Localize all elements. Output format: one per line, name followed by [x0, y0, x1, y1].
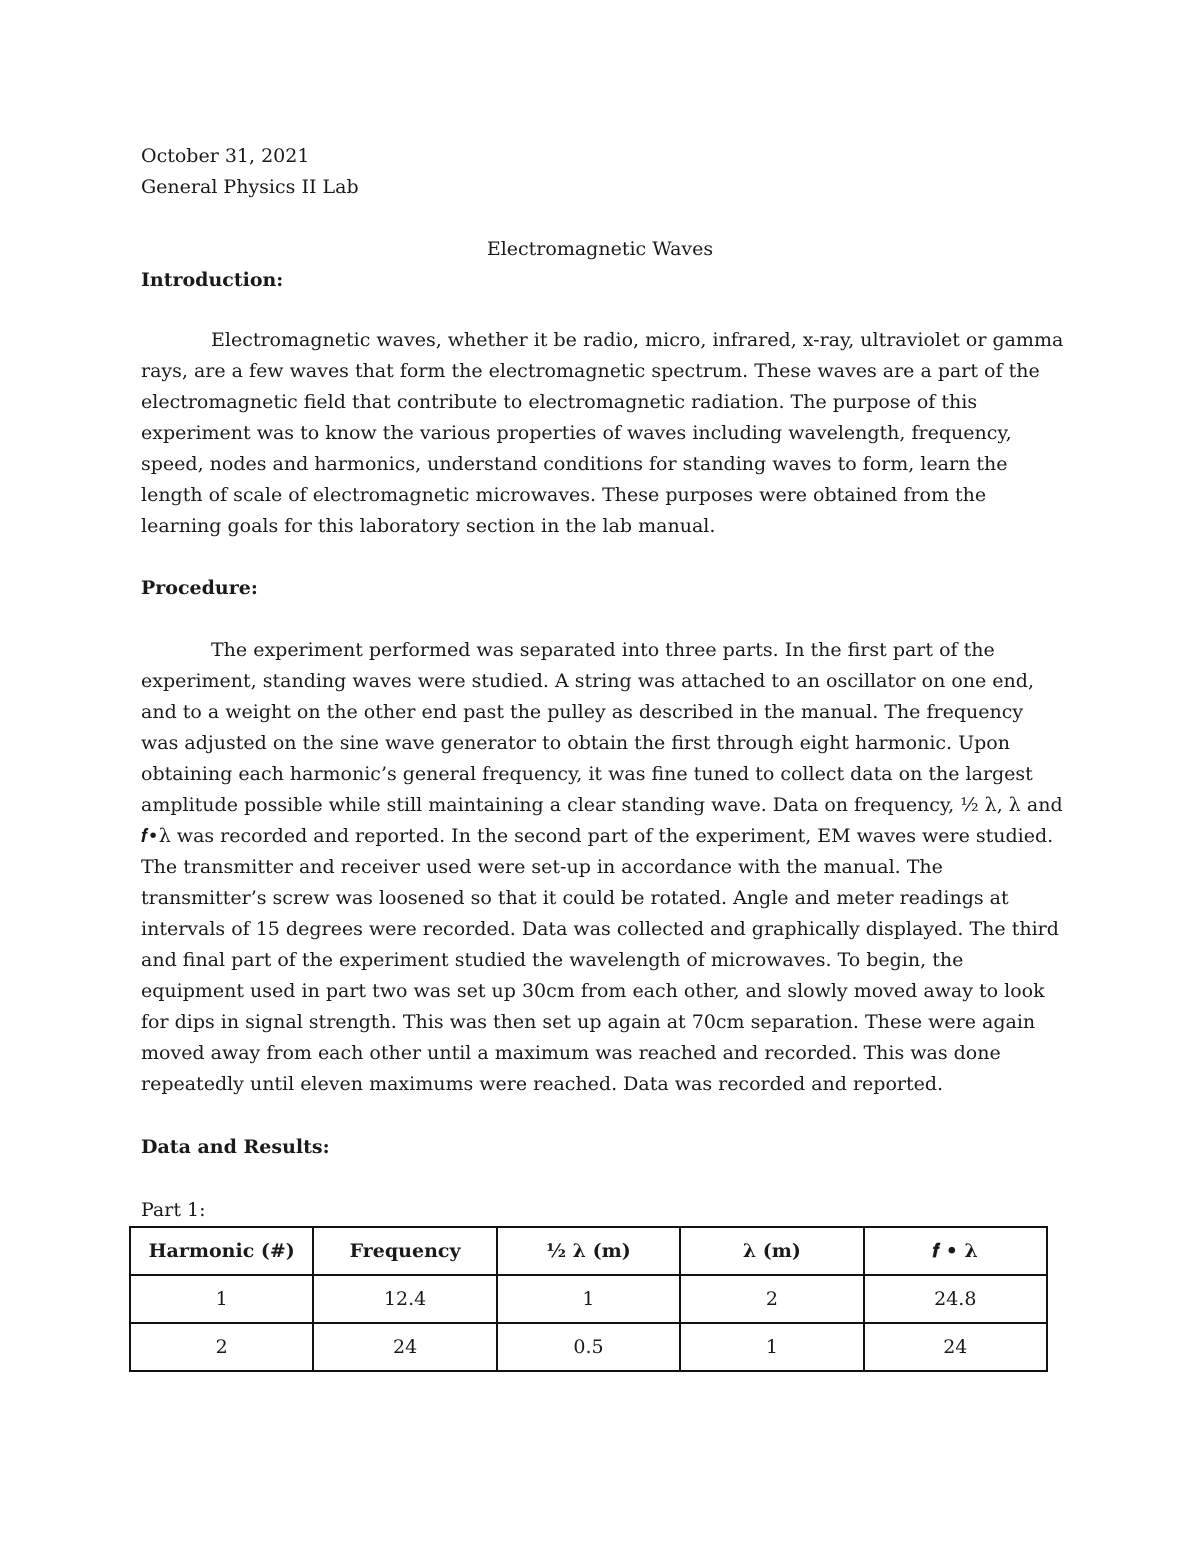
table-cell: 2 — [680, 1275, 863, 1323]
table-cell: 24 — [313, 1323, 496, 1371]
course-line: General Physics II Lab — [141, 176, 359, 198]
table-cell: 0.5 — [497, 1323, 680, 1371]
procedure-paragraph: The experiment performed was separated into three parts. In the first part of the experiment, standing waves were studied. A string was attached to an oscillator on one end, and to a weight on the other end past the pulley as described in the manual. The frequency was adjusted on the sine wave generator to obtain the first through eight harmonic. Upon obtaining each harmonic’s general frequency, it was fine tuned to collect data on the largest amplitude possible while still maintaining a clear standing wave. Data on frequency, ½ λ, λ and 𝒇•λ was recorded and reported. In the second part of the experiment, EM waves were studied. The transmitter and receiver used were set-up in accordance with the manual. The transmitter’s screw was loosened so that it could be rotated. Angle and meter readings at intervals of 15 degrees were recorded. Data was collected and graphically displayed. The third and final part of the experiment studied the wavelength of microwaves. To begin, the equipment used in part two was set up 30cm from each other, and slowly moved away to look for dips in signal strength. This was then set up again at 70cm separation. These were again moved away from each other until a maximum was reached and recorded. This was done repeatedly until eleven maximums were reached. Data was recorded and reported. — [141, 639, 1063, 1095]
table-row — [130, 1323, 1047, 1371]
table-cell: 1 — [497, 1275, 680, 1323]
table-header-cell: Frequency — [313, 1227, 496, 1275]
procedure-heading: Procedure: — [141, 577, 258, 599]
date-line: October 31, 2021 — [141, 145, 310, 167]
table-header-cell: Harmonic (#) — [130, 1227, 313, 1275]
table-row — [130, 1275, 1047, 1323]
table-cell: 1 — [680, 1323, 863, 1371]
harmonic-data-table — [129, 1226, 1048, 1372]
table-cell: 1 — [130, 1275, 313, 1323]
table-header-row — [130, 1227, 1047, 1275]
data-results-heading: Data and Results: — [141, 1136, 330, 1158]
table-cell: 24 — [864, 1323, 1047, 1371]
table-header-cell: 𝒇 • λ — [864, 1227, 1047, 1275]
table-cell: 24.8 — [864, 1275, 1047, 1323]
table-header-cell: λ (m) — [680, 1227, 863, 1275]
table-cell: 12.4 — [313, 1275, 496, 1323]
introduction-heading: Introduction: — [141, 269, 284, 291]
table-header-cell: ½ λ (m) — [497, 1227, 680, 1275]
introduction-paragraph: Electromagnetic waves, whether it be radio, micro, infrared, x-ray, ultraviolet or gamma rays, are a few waves that form the electromagnetic spectrum. These waves are a part of the electromagnetic field that contribute to electromagnetic radiation. The purpose of this experiment was to know the various properties of waves including wavelength, frequency, speed, nodes and harmonics, understand conditions for standing waves to form, learn the length of scale of electromagnetic microwaves. These purposes were obtained from the learning goals for this laboratory section in the lab manual. — [141, 329, 1064, 537]
document-title: Electromagnetic Waves — [486, 238, 714, 260]
table-cell: 2 — [130, 1323, 313, 1371]
part-1-label: Part 1: — [141, 1199, 206, 1221]
